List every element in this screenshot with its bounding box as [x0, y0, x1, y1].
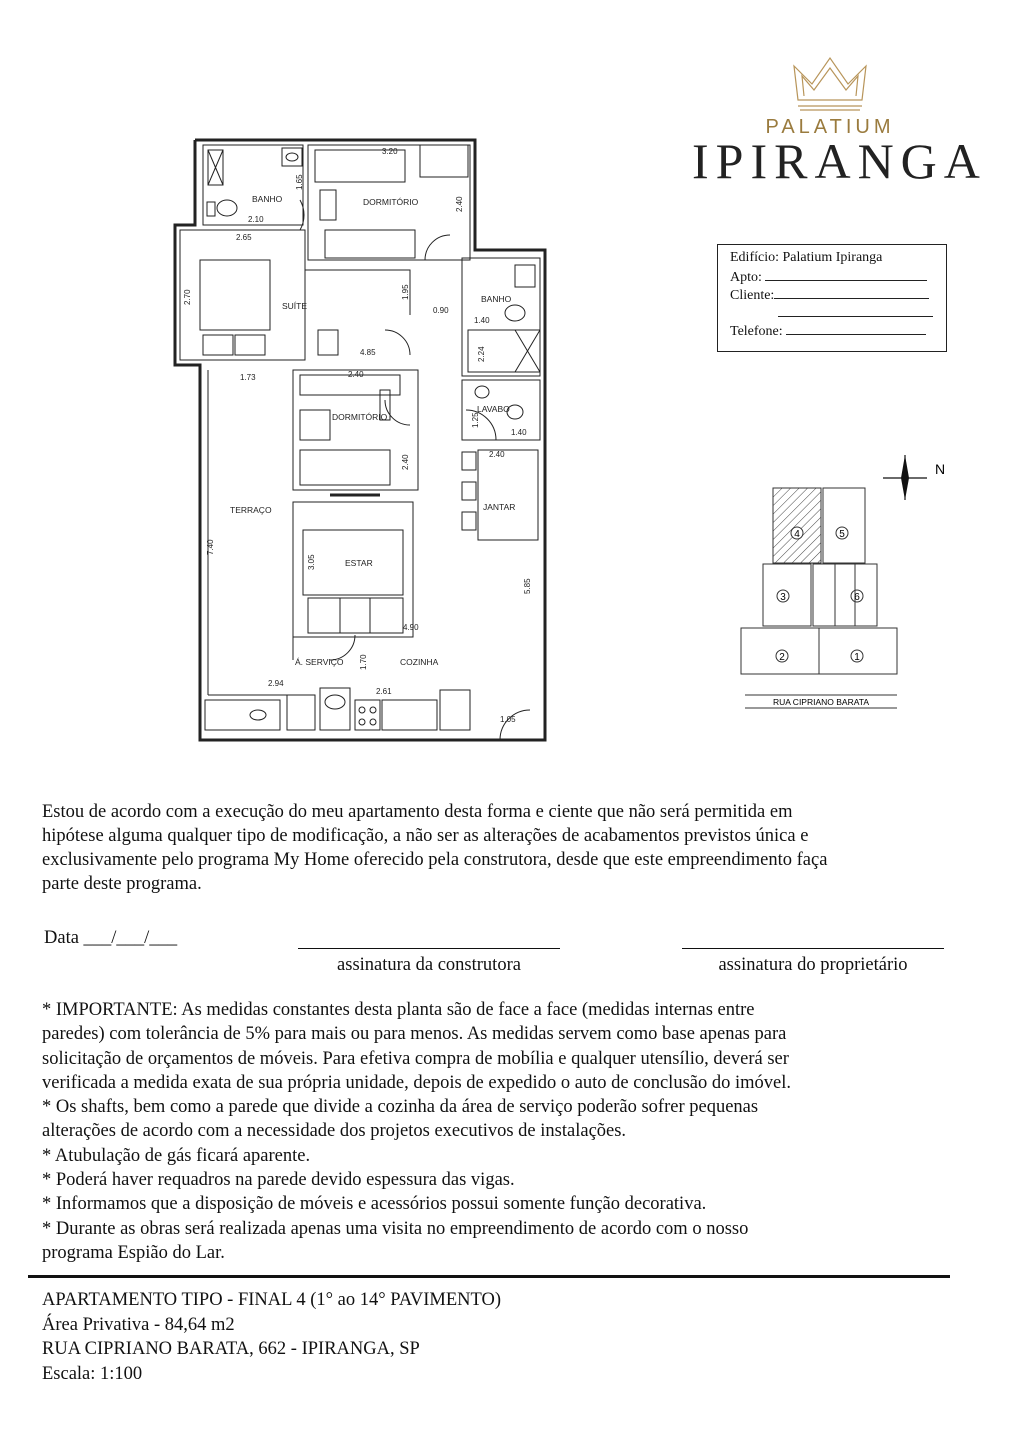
agreement-line: exclusivamente pelo programa My Home oferecido pela construtora, desde que este empreendimento faça — [42, 850, 828, 870]
room-estar: ESTAR — [345, 558, 373, 568]
note-line: programa Espião do Lar. — [42, 1242, 225, 1263]
client-line[interactable]: Cliente: — [730, 285, 929, 305]
floor-plan — [170, 130, 550, 745]
dim-1-25: 1.25 — [471, 412, 480, 428]
dim-2-61: 2.61 — [376, 687, 392, 696]
dim-2-65: 2.65 — [236, 233, 252, 242]
brand-main: IPIRANGA — [692, 133, 987, 189]
dim-2-70: 2.70 — [183, 289, 192, 305]
dim-4-90: 4.90 — [403, 623, 419, 632]
note-line: alterações de acordo com a necessidade dos projetos executivos de instalações. — [42, 1121, 627, 1142]
svg-text:6: 6 — [854, 592, 860, 603]
dim-1-40-a: 1.40 — [474, 316, 490, 325]
note-line: * IMPORTANTE: As medidas constantes desta planta são de face a face (medidas internas entre — [42, 1000, 755, 1020]
svg-text:5: 5 — [839, 529, 845, 540]
date-field[interactable]: Data ___/___/___ — [44, 928, 178, 948]
dim-0-90: 0.90 — [433, 306, 449, 315]
street-label: RUA CIPRIANO BARATA — [772, 697, 870, 707]
room-banho-2: BANHO — [481, 294, 512, 304]
apt-line[interactable]: Apto: — [730, 267, 927, 287]
dim-2-10: 2.10 — [248, 215, 264, 224]
footer-info — [42, 1288, 501, 1386]
dim-1-70: 1.70 — [359, 654, 368, 670]
note-line: paredes) com tolerância de 5% para mais ou para menos. As medidas servem como base apenas para — [42, 1024, 787, 1045]
unit-2 — [776, 650, 788, 663]
note-line: * Os shafts, bem como a parede que divide a cozinha da área de serviço poderão sofrer pequenas — [42, 1097, 759, 1118]
dim-7-40: 7.40 — [206, 539, 215, 555]
dim-2-40-c: 2.40 — [401, 454, 410, 470]
svg-text:4: 4 — [794, 529, 800, 540]
room-jantar: JANTAR — [483, 502, 516, 512]
room-dormitorio-1: DORMITÓRIO — [363, 197, 419, 207]
address: RUA CIPRIANO BARATA, 662 - IPIRANGA, SP — [42, 1339, 420, 1359]
dim-2-40-d: 2.40 — [489, 450, 505, 459]
note-line: * Atubulação de gás ficará aparente. — [42, 1145, 311, 1166]
crown-icon — [790, 52, 870, 114]
brand-top: PALATIUM — [765, 116, 895, 138]
room-lavabo: LAVABO — [477, 404, 510, 414]
note-line: * Informamos que a disposição de móveis e acessórios possui somente função decorativa. — [42, 1194, 707, 1215]
unit-6 — [851, 590, 863, 603]
room-banho-1: BANHO — [252, 194, 283, 204]
room-servico: Á. SERVIÇO — [295, 657, 344, 667]
dim-2-24: 2.24 — [477, 346, 486, 362]
apartment-type: APARTAMENTO TIPO - FINAL 4 (1° ao 14° PAVIMENTO) — [42, 1290, 501, 1310]
room-terraco: TERRAÇO — [230, 505, 272, 515]
dim-1-05: 1.05 — [500, 715, 516, 724]
dim-1-40-b: 1.40 — [511, 428, 527, 437]
north-arrow-icon — [883, 455, 927, 500]
room-dormitorio-2: DORMITÓRIO — [332, 412, 388, 422]
dim-3-05: 3.05 — [307, 554, 316, 570]
dim-3-20: 3.20 — [382, 147, 398, 156]
footer-divider — [28, 1275, 950, 1278]
phone-line[interactable]: Telefone: — [730, 321, 926, 341]
dim-2-40-b: 2.40 — [348, 370, 364, 379]
dim-4-85: 4.85 — [360, 348, 376, 357]
note-line: * Poderá haver requadros na parede devido espessura das vigas. — [42, 1170, 515, 1191]
dim-2-94: 2.94 — [268, 679, 284, 688]
agreement-line: Estou de acordo com a execução do meu apartamento desta forma e ciente que não será permitida em — [42, 802, 793, 822]
note-line: solicitação de orçamentos de móveis. Para efetiva compra de mobília e qualquer utensílio, deverá ser — [42, 1048, 789, 1069]
dim-1-95: 1.95 — [401, 284, 410, 300]
svg-text:3: 3 — [780, 592, 786, 603]
client-line-2[interactable] — [778, 303, 933, 323]
svg-text:1: 1 — [854, 652, 860, 663]
key-plan — [735, 450, 965, 715]
agreement-text — [42, 800, 972, 896]
client-info-box — [717, 244, 947, 352]
builder-signature-label: assinatura da construtora — [337, 955, 521, 975]
dim-1-73: 1.73 — [240, 373, 256, 382]
agreement-line: parte deste programa. — [42, 874, 202, 894]
north-label: N — [935, 461, 946, 477]
dim-5-85: 5.85 — [523, 578, 532, 594]
private-area: Área Privativa - 84,64 m2 — [42, 1314, 235, 1335]
unit-1 — [851, 650, 863, 663]
room-cozinha: COZINHA — [400, 657, 439, 667]
note-line: * Durante as obras será realizada apenas uma visita no empreendimento de acordo com o nosso — [42, 1218, 749, 1239]
svg-text:2: 2 — [779, 652, 785, 663]
owner-signature-line[interactable] — [682, 948, 944, 949]
unit-5 — [836, 527, 848, 540]
room-suite: SUÍTE — [282, 301, 308, 311]
unit-3 — [777, 590, 789, 603]
dim-1-65: 1.65 — [295, 174, 304, 190]
scale: Escala: 1:100 — [42, 1363, 143, 1384]
agreement-line: hipótese alguma qualquer tipo de modificação, a não ser as alterações de acabamentos previstos única e — [42, 826, 809, 846]
owner-signature-label: assinatura do proprietário — [718, 955, 908, 975]
important-notes — [42, 998, 972, 1265]
dim-2-40-a: 2.40 — [455, 196, 464, 212]
builder-signature-line[interactable] — [298, 948, 560, 949]
note-line: verificada a medida exata de sua própria unidade, depois de expedido o auto de conclusão do imóvel. — [42, 1072, 791, 1093]
building-line: Edifício: Palatium Ipiranga — [730, 250, 883, 265]
